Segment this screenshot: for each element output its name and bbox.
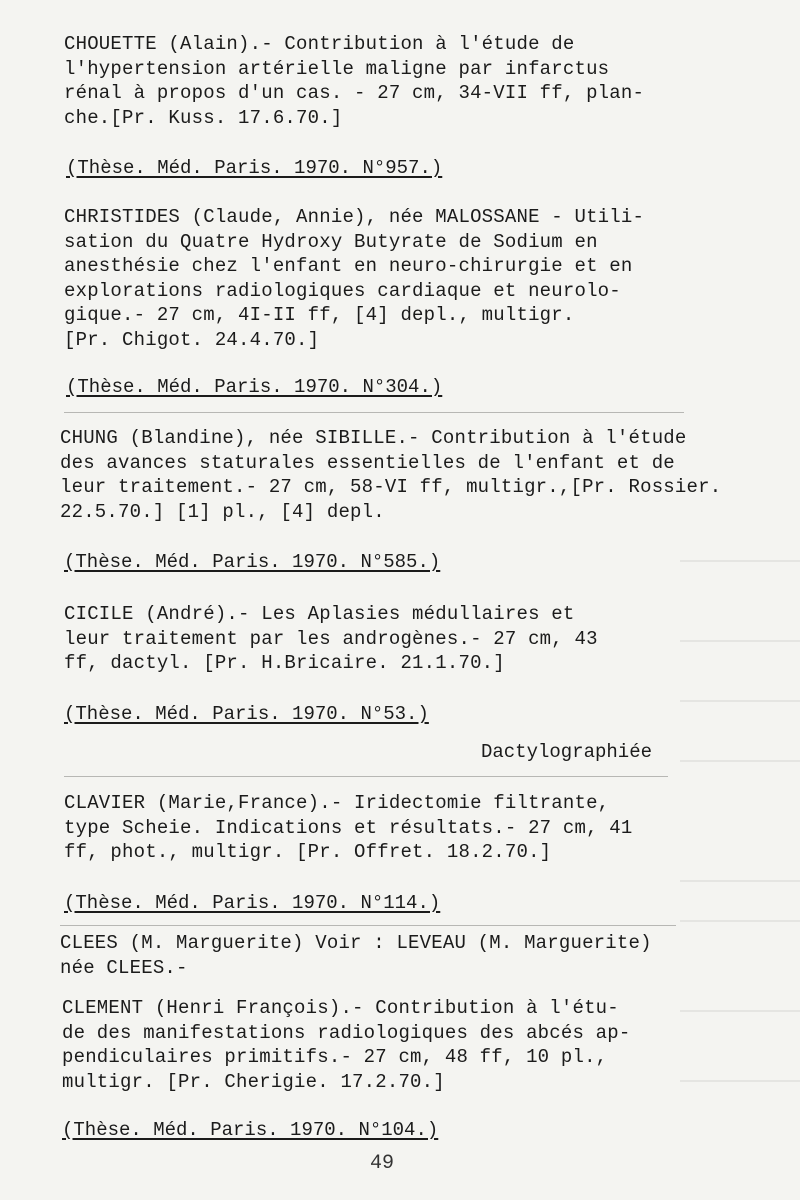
scan-artifact <box>680 760 800 762</box>
entry-line: CHRISTIDES (Claude, Annie), née MALOSSANE - Utili- <box>64 206 645 228</box>
thesis-citation: (Thèse. Méd. Paris. 1970. N°114.) <box>64 892 441 914</box>
entry-line: multigr. [Pr. Cherigie. 17.2.70.] <box>62 1070 445 1093</box>
bibliography-entry <box>64 791 764 865</box>
entry-line: l'hypertension artérielle maligne par infarctus <box>64 57 610 80</box>
bibliography-entry <box>64 602 764 676</box>
bibliography-entry <box>64 32 764 130</box>
bibliography-entry <box>64 205 764 352</box>
scan-artifact <box>680 700 800 702</box>
entry-line: CLEES (M. Marguerite) Voir : LEVEAU (M. Marguerite) <box>60 932 652 954</box>
thesis-citation: (Thèse. Méd. Paris. 1970. N°104.) <box>62 1119 439 1141</box>
scan-artifact <box>680 880 800 882</box>
thesis-citation: (Thèse. Méd. Paris. 1970. N°585.) <box>64 551 441 573</box>
bibliography-entry <box>60 426 790 524</box>
separator-line <box>60 925 676 926</box>
entry-line: CLAVIER (Marie,France).- Iridectomie filtrante, <box>64 792 610 814</box>
bibliography-entry <box>62 996 762 1094</box>
thesis-citation: (Thèse. Méd. Paris. 1970. N°53.) <box>64 703 429 725</box>
cross-reference-entry <box>60 931 760 980</box>
thesis-citation: (Thèse. Méd. Paris. 1970. N°957.) <box>66 157 443 179</box>
entry-line: ff, phot., multigr. [Pr. Offret. 18.2.70.] <box>64 841 552 863</box>
entry-line: anesthésie chez l'enfant en neuro-chirurgie et en <box>64 255 633 277</box>
entry-line: CICILE (André).- Les Aplasies médullaires et <box>64 603 575 625</box>
separator-line <box>64 412 684 413</box>
entry-line: type Scheie. Indications et résultats.- 27 cm, 41 <box>64 816 633 839</box>
entry-line: née CLEES.- <box>60 956 188 979</box>
entry-line: CLEMENT (Henri François).- Contribution à l'étu- <box>62 997 619 1019</box>
entry-line: pendiculaires primitifs.- 27 cm, 48 ff, 10 pl., <box>62 1046 608 1068</box>
entry-line: CHUNG (Blandine), née SIBILLE.- Contribution à l'étude <box>60 427 687 449</box>
scan-artifact <box>680 920 800 922</box>
entry-line: 22.5.70.] [1] pl., [4] depl. <box>60 500 385 523</box>
entry-line: CHOUETTE (Alain).- Contribution à l'étude de <box>64 33 575 55</box>
entry-line: gique.- 27 cm, 4I-II ff, [4] depl., multigr. <box>64 304 575 326</box>
entry-line: de des manifestations radiologiques des abcés ap- <box>62 1021 631 1044</box>
entry-line: leur traitement.- 27 cm, 58-VI ff, multigr.,[Pr. Rossier. <box>60 476 722 498</box>
entry-line: che.[Pr. Kuss. 17.6.70.] <box>64 106 343 129</box>
entry-line: leur traitement par les androgènes.- 27 cm, 43 <box>64 627 598 650</box>
separator-line <box>64 776 668 777</box>
thesis-citation: (Thèse. Méd. Paris. 1970. N°304.) <box>66 376 443 398</box>
entry-line: rénal à propos d'un cas. - 27 cm, 34-VII ff, plan- <box>64 82 645 104</box>
entry-line: explorations radiologiques cardiaque et neurolo- <box>64 279 621 302</box>
scan-artifact <box>680 560 800 562</box>
entry-line: ff, dactyl. [Pr. H.Bricaire. 21.1.70.] <box>64 652 505 674</box>
entry-line: des avances staturales essentielles de l'enfant et de <box>60 451 675 474</box>
entry-line: sation du Quatre Hydroxy Butyrate de Sodium en <box>64 230 598 253</box>
page-number: 49 <box>370 1152 395 1175</box>
format-note: Dactylographiée <box>480 741 652 763</box>
entry-line: [Pr. Chigot. 24.4.70.] <box>64 328 320 351</box>
